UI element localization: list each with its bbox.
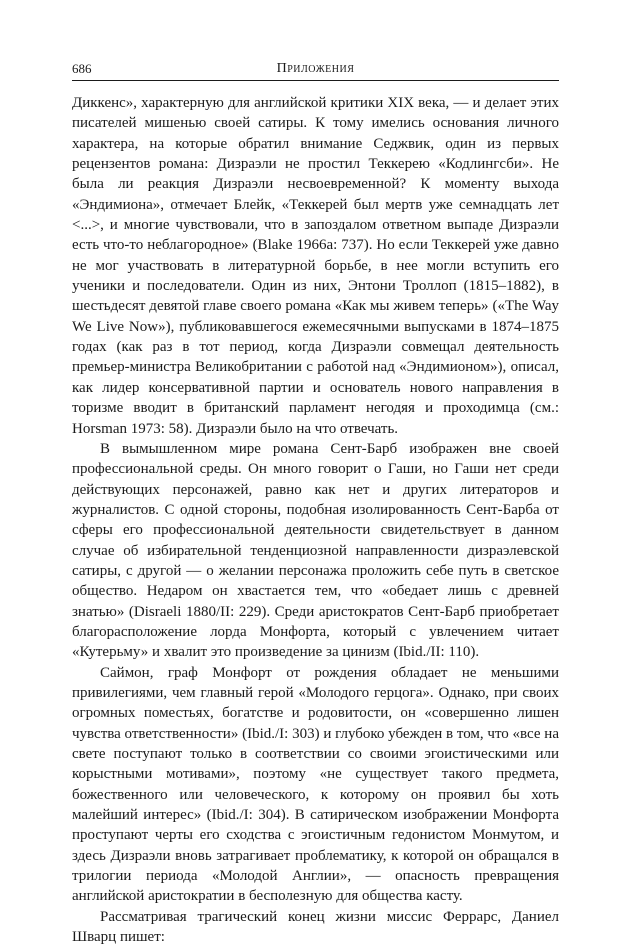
page-header	[72, 60, 559, 81]
paragraph-1: Диккенс», характерную для английской критики XIX века, — и делает этих писателей мишенью своей сатиры. К тому имелись основания личного характера, на которые обратил внимание Седжвик, один из первых рецензентов романа: Дизраэли не простил Теккерею «Кодлингсби». Не была ли реакция Дизраэли несвоевременной? К моменту выхода «Эндимиона», отмечает Блейк, «Теккерей был мертв уже семнадцать лет <...>, и многие чувствовали, что в запоздалом ответном выпаде Дизраэли есть что-то неблагородное» (Blake 1966a: 737). Но если Теккерей уже давно не мог участвовать в литературной борьбе, в нее могли вступить его ученики и последователи. Один из них, Энтони Троллоп (1815–1882), в шестьдесят девятой главе своего романа «Как мы живем теперь» («The Way We Live Now»), публиковавшегося ежемесячными выпусками в 1874–1875 годах (как раз в тот период, когда Дизраэли совмещал деятельность премьер-министра Великобритании с работой над «Эндимионом»), описал, как лидер консервативной партии и основатель нового направления в торизме вводит в британский парламент негодяя и проходимца (см.: Horsman 1973: 58). Дизраэли было на что отвечать.	[72, 95, 559, 437]
body-text	[72, 93, 559, 947]
paragraph-3: Саймон, граф Монфорт от рождения обладает не меньшими привилегиями, чем главный герой «Молодого герцога». Однако, при своих огромных поместьях, богатстве и родовитости, он «совершенно лишен чувства ответственности» (Ibid./I: 303) и глубоко убежден в том, что «все на свете поступают только в соответствии со своими эгоистическими или корыстными мотивами», поэтому «не существует такого предмета, божественного или человеческого, к которому он проявил бы хоть малейший интерес» (Ibid./I: 304). В сатирическом изображении Монфорта проступают черты его сходства с эгоистичным гедонистом Монмутом, и здесь Дизраэли вновь затрагивает проблематику, к которой он обращался в трилогии периода «Молодой Англии», — опасность превращения английской аристократии в бесполезную для общества касту.	[72, 664, 559, 905]
page-number: 686	[72, 61, 92, 76]
running-head: Приложения	[276, 61, 355, 76]
paragraph-2: В вымышленном мире романа Сент-Барб изображен вне своей профессиональной среды. Он много говорит о Гаши, но Гаши нет среди действующих персонажей, равно как нет и других литераторов и журналистов. С одной стороны, подобная изолированность Сент-Барба от сферы его профессиональной деятельности свидетельствует в данном случае об избирательной тенденциозной направленности дизраэлевской сатиры, с другой — о желании персонажа проложить себе путь в светское общество. Недаром он хвастается тем, что «обедает лишь с древней знатью» (Disraeli 1880/II: 229). Среди аристократов Сент-Барб приобретает благорасположение лорда Монфорта, который с увлечением читает «Кутерьму» и хвалит это произведение за цинизм (Ibid./II: 110).	[72, 440, 559, 661]
paragraph-4: Рассматривая трагический конец жизни миссис Феррарс, Даниел Шварц пишет:	[72, 908, 559, 946]
